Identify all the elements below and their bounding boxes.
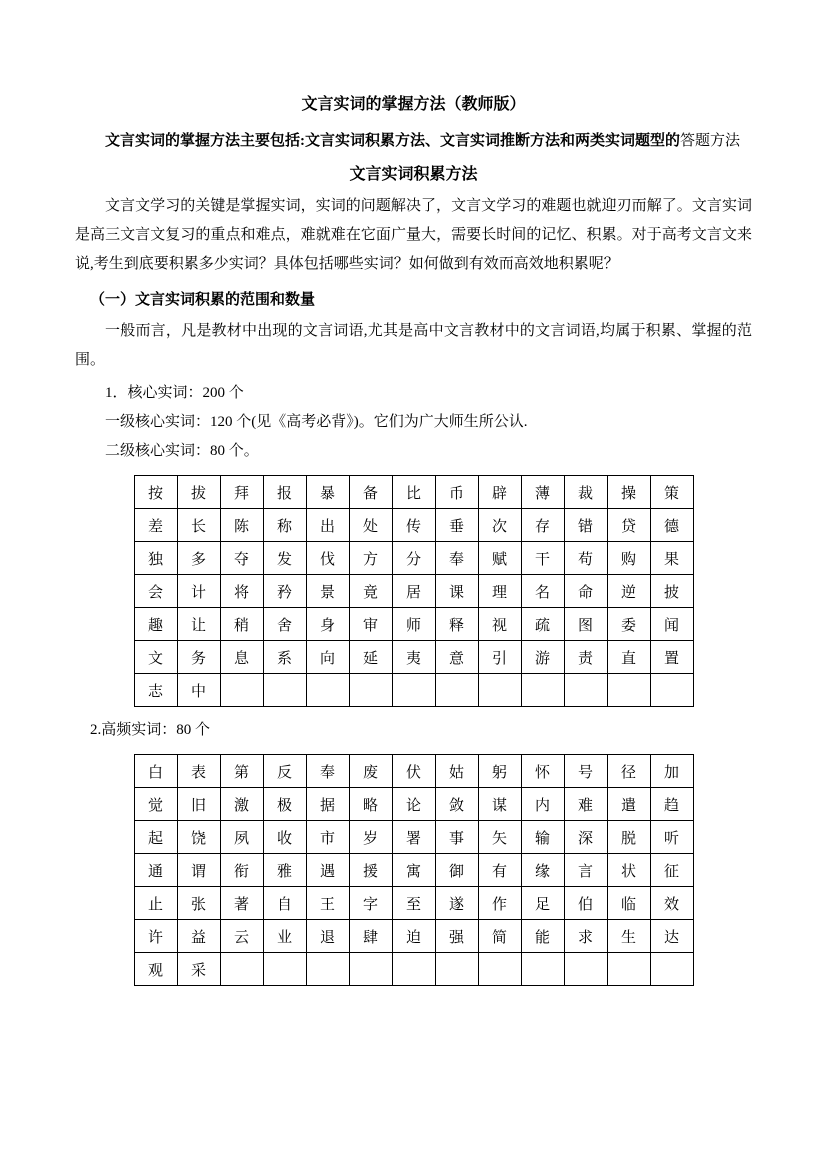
table-cell — [306, 953, 349, 986]
table-cell: 会 — [134, 575, 177, 608]
line-core-words: 1．核心实词：200 个 — [105, 385, 244, 401]
table-cell: 出 — [306, 509, 349, 542]
table-cell: 拔 — [177, 476, 220, 509]
table-cell: 深 — [564, 821, 607, 854]
table-cell: 裁 — [564, 476, 607, 509]
table-cell: 援 — [349, 854, 392, 887]
table-cell: 夺 — [220, 542, 263, 575]
table-cell: 按 — [134, 476, 177, 509]
table-cell: 贷 — [607, 509, 650, 542]
table-cell: 赋 — [478, 542, 521, 575]
table-cell: 差 — [134, 509, 177, 542]
table-cell: 报 — [263, 476, 306, 509]
table-cell: 让 — [177, 608, 220, 641]
table-cell: 审 — [349, 608, 392, 641]
table-cell: 文 — [134, 641, 177, 674]
table-cell — [607, 953, 650, 986]
table-cell — [220, 674, 263, 707]
table-cell: 王 — [306, 887, 349, 920]
table-cell: 息 — [220, 641, 263, 674]
table-cell: 理 — [478, 575, 521, 608]
table-cell: 夷 — [392, 641, 435, 674]
table-cell: 奉 — [435, 542, 478, 575]
high-freq-words-table — [134, 754, 694, 986]
table-cell: 视 — [478, 608, 521, 641]
paragraph-learning-key: 文言文学习的关键是掌握实词，实词的问题解决了，文言文学习的难题也就迎刃而解了。文言实词是高三文言文复习的重点和难点，难就难在它面广量大，需要长时间的记忆、积累。对于高考文言文来说,考生到底要积累多少实词？具体包括哪些实词？如何做到有效而高效地积累呢？ — [75, 198, 752, 272]
table-cell: 身 — [306, 608, 349, 641]
section-heading-accumulation: 文言实词积累方法 — [349, 166, 478, 183]
table-cell — [478, 953, 521, 986]
table-cell: 德 — [650, 509, 693, 542]
table-cell: 命 — [564, 575, 607, 608]
table-cell: 逆 — [607, 575, 650, 608]
table-cell: 图 — [564, 608, 607, 641]
table-row — [134, 821, 693, 854]
table-cell: 效 — [650, 887, 693, 920]
table-row — [134, 755, 693, 788]
table-row — [134, 542, 693, 575]
table-cell: 著 — [220, 887, 263, 920]
table-cell: 伯 — [564, 887, 607, 920]
table-cell — [478, 674, 521, 707]
table-cell: 趣 — [134, 608, 177, 641]
table-cell: 御 — [435, 854, 478, 887]
table-cell — [521, 674, 564, 707]
table-cell: 中 — [177, 674, 220, 707]
table-cell: 师 — [392, 608, 435, 641]
table-cell: 止 — [134, 887, 177, 920]
table-cell: 志 — [134, 674, 177, 707]
table-cell: 意 — [435, 641, 478, 674]
table-cell: 遇 — [306, 854, 349, 887]
paragraph-scope: 一般而言，凡是教材中出现的文言词语,尤其是高中文言教材中的文言词语,均属于积累、掌握的范围。 — [75, 323, 752, 368]
table-cell: 据 — [306, 788, 349, 821]
table-cell — [263, 953, 306, 986]
table-cell: 略 — [349, 788, 392, 821]
table-cell: 景 — [306, 575, 349, 608]
table-cell: 系 — [263, 641, 306, 674]
table-cell: 极 — [263, 788, 306, 821]
table-cell: 反 — [263, 755, 306, 788]
table-cell: 退 — [306, 920, 349, 953]
table-cell: 暴 — [306, 476, 349, 509]
table-cell: 将 — [220, 575, 263, 608]
table-cell: 衔 — [220, 854, 263, 887]
table-cell: 发 — [263, 542, 306, 575]
table-cell: 币 — [435, 476, 478, 509]
table-cell: 计 — [177, 575, 220, 608]
table-cell: 敛 — [435, 788, 478, 821]
table-cell: 谋 — [478, 788, 521, 821]
table-cell: 作 — [478, 887, 521, 920]
table-cell: 怀 — [521, 755, 564, 788]
table-cell — [349, 953, 392, 986]
table-cell: 长 — [177, 509, 220, 542]
table-cell: 难 — [564, 788, 607, 821]
table-cell: 肆 — [349, 920, 392, 953]
core-words-table — [134, 475, 694, 707]
table-cell: 策 — [650, 476, 693, 509]
table-cell: 收 — [263, 821, 306, 854]
table-cell — [220, 953, 263, 986]
table-cell: 垂 — [435, 509, 478, 542]
table-cell: 足 — [521, 887, 564, 920]
table-cell: 业 — [263, 920, 306, 953]
table-cell: 求 — [564, 920, 607, 953]
table-cell: 游 — [521, 641, 564, 674]
table-cell: 输 — [521, 821, 564, 854]
table-cell: 缘 — [521, 854, 564, 887]
table-cell: 状 — [607, 854, 650, 887]
table-cell: 干 — [521, 542, 564, 575]
table-cell: 苟 — [564, 542, 607, 575]
table-cell: 伐 — [306, 542, 349, 575]
table-cell: 独 — [134, 542, 177, 575]
table-cell: 市 — [306, 821, 349, 854]
table-row — [134, 641, 693, 674]
table-cell: 谓 — [177, 854, 220, 887]
table-cell: 引 — [478, 641, 521, 674]
table-cell: 内 — [521, 788, 564, 821]
page-title: 文言实词的掌握方法（教师版） — [301, 96, 526, 113]
table-cell: 云 — [220, 920, 263, 953]
table-cell — [607, 674, 650, 707]
table-cell — [306, 674, 349, 707]
table-cell: 达 — [650, 920, 693, 953]
table-cell — [521, 953, 564, 986]
table-row — [134, 608, 693, 641]
table-cell: 益 — [177, 920, 220, 953]
table-cell: 延 — [349, 641, 392, 674]
table-cell: 向 — [306, 641, 349, 674]
table-cell: 白 — [134, 755, 177, 788]
table-row — [134, 575, 693, 608]
table-cell: 稍 — [220, 608, 263, 641]
intro-rest-text: 答题方法 — [680, 133, 741, 149]
table-cell: 激 — [220, 788, 263, 821]
table-cell: 竟 — [349, 575, 392, 608]
table-cell: 遂 — [435, 887, 478, 920]
table-row — [134, 476, 693, 509]
table-cell: 迫 — [392, 920, 435, 953]
table-cell: 雅 — [263, 854, 306, 887]
table-cell: 伏 — [392, 755, 435, 788]
table-cell: 躬 — [478, 755, 521, 788]
high-freq-words-table-body — [134, 755, 693, 986]
table-cell: 强 — [435, 920, 478, 953]
table-cell — [435, 674, 478, 707]
table-cell: 废 — [349, 755, 392, 788]
table-row — [134, 953, 693, 986]
table-row — [134, 674, 693, 707]
table-cell: 论 — [392, 788, 435, 821]
table-cell: 次 — [478, 509, 521, 542]
table-cell: 购 — [607, 542, 650, 575]
table-cell: 直 — [607, 641, 650, 674]
table-cell: 加 — [650, 755, 693, 788]
table-cell: 觉 — [134, 788, 177, 821]
table-cell: 通 — [134, 854, 177, 887]
table-cell: 署 — [392, 821, 435, 854]
table-cell: 矢 — [478, 821, 521, 854]
table-cell: 责 — [564, 641, 607, 674]
table-cell: 起 — [134, 821, 177, 854]
table-cell: 薄 — [521, 476, 564, 509]
table-cell — [650, 674, 693, 707]
table-cell: 操 — [607, 476, 650, 509]
table-cell: 征 — [650, 854, 693, 887]
table-cell: 称 — [263, 509, 306, 542]
table-cell: 旧 — [177, 788, 220, 821]
table-cell: 备 — [349, 476, 392, 509]
table-cell: 许 — [134, 920, 177, 953]
table-cell: 传 — [392, 509, 435, 542]
line-level2-words: 二级核心实词：80 个。 — [105, 443, 259, 459]
table-cell: 名 — [521, 575, 564, 608]
table-cell: 岁 — [349, 821, 392, 854]
table-cell: 至 — [392, 887, 435, 920]
table-cell: 课 — [435, 575, 478, 608]
table-cell: 表 — [177, 755, 220, 788]
core-words-table-body — [134, 476, 693, 707]
sub-heading-scope-and-quantity: （一）文言实词积累的范围和数量 — [90, 292, 316, 308]
table-cell: 号 — [564, 755, 607, 788]
intro-bold-text: 文言实词的掌握方法主要包括:文言实词积累方法、文言实词推断方法和两类实词题型的 — [105, 133, 680, 149]
line-highfreq-words: 2.高频实词：80 个 — [90, 722, 211, 738]
table-cell: 有 — [478, 854, 521, 887]
table-cell: 采 — [177, 953, 220, 986]
table-cell: 自 — [263, 887, 306, 920]
table-cell: 方 — [349, 542, 392, 575]
table-cell — [263, 674, 306, 707]
table-cell — [349, 674, 392, 707]
table-cell — [564, 953, 607, 986]
table-cell — [392, 953, 435, 986]
table-cell — [392, 674, 435, 707]
table-cell: 临 — [607, 887, 650, 920]
table-cell: 错 — [564, 509, 607, 542]
table-cell: 疏 — [521, 608, 564, 641]
table-cell: 分 — [392, 542, 435, 575]
table-cell: 趋 — [650, 788, 693, 821]
table-cell: 径 — [607, 755, 650, 788]
table-cell: 奉 — [306, 755, 349, 788]
table-cell: 事 — [435, 821, 478, 854]
intro-paragraph — [75, 127, 752, 156]
table-cell: 寓 — [392, 854, 435, 887]
table-cell: 存 — [521, 509, 564, 542]
table-row — [134, 887, 693, 920]
table-row — [134, 920, 693, 953]
table-cell: 释 — [435, 608, 478, 641]
table-cell: 脱 — [607, 821, 650, 854]
table-cell: 言 — [564, 854, 607, 887]
table-cell: 务 — [177, 641, 220, 674]
table-cell: 听 — [650, 821, 693, 854]
table-row — [134, 509, 693, 542]
table-cell: 能 — [521, 920, 564, 953]
table-cell: 舍 — [263, 608, 306, 641]
table-cell: 字 — [349, 887, 392, 920]
table-cell: 辟 — [478, 476, 521, 509]
table-cell: 观 — [134, 953, 177, 986]
table-cell: 多 — [177, 542, 220, 575]
table-cell: 置 — [650, 641, 693, 674]
table-cell: 遣 — [607, 788, 650, 821]
table-cell: 第 — [220, 755, 263, 788]
table-cell: 矜 — [263, 575, 306, 608]
table-row — [134, 854, 693, 887]
table-cell: 拜 — [220, 476, 263, 509]
table-cell: 披 — [650, 575, 693, 608]
table-cell: 处 — [349, 509, 392, 542]
table-row — [134, 788, 693, 821]
line-level1-words: 一级核心实词：120 个(见《高考必背》)。它们为广大师生所公认. — [105, 414, 528, 430]
table-cell: 委 — [607, 608, 650, 641]
table-cell: 简 — [478, 920, 521, 953]
table-cell: 居 — [392, 575, 435, 608]
table-cell: 果 — [650, 542, 693, 575]
table-cell: 饶 — [177, 821, 220, 854]
table-cell: 夙 — [220, 821, 263, 854]
table-cell: 闻 — [650, 608, 693, 641]
table-cell: 生 — [607, 920, 650, 953]
table-cell — [435, 953, 478, 986]
table-cell — [650, 953, 693, 986]
table-cell: 姑 — [435, 755, 478, 788]
table-cell: 张 — [177, 887, 220, 920]
table-cell: 比 — [392, 476, 435, 509]
table-cell — [564, 674, 607, 707]
table-cell: 陈 — [220, 509, 263, 542]
